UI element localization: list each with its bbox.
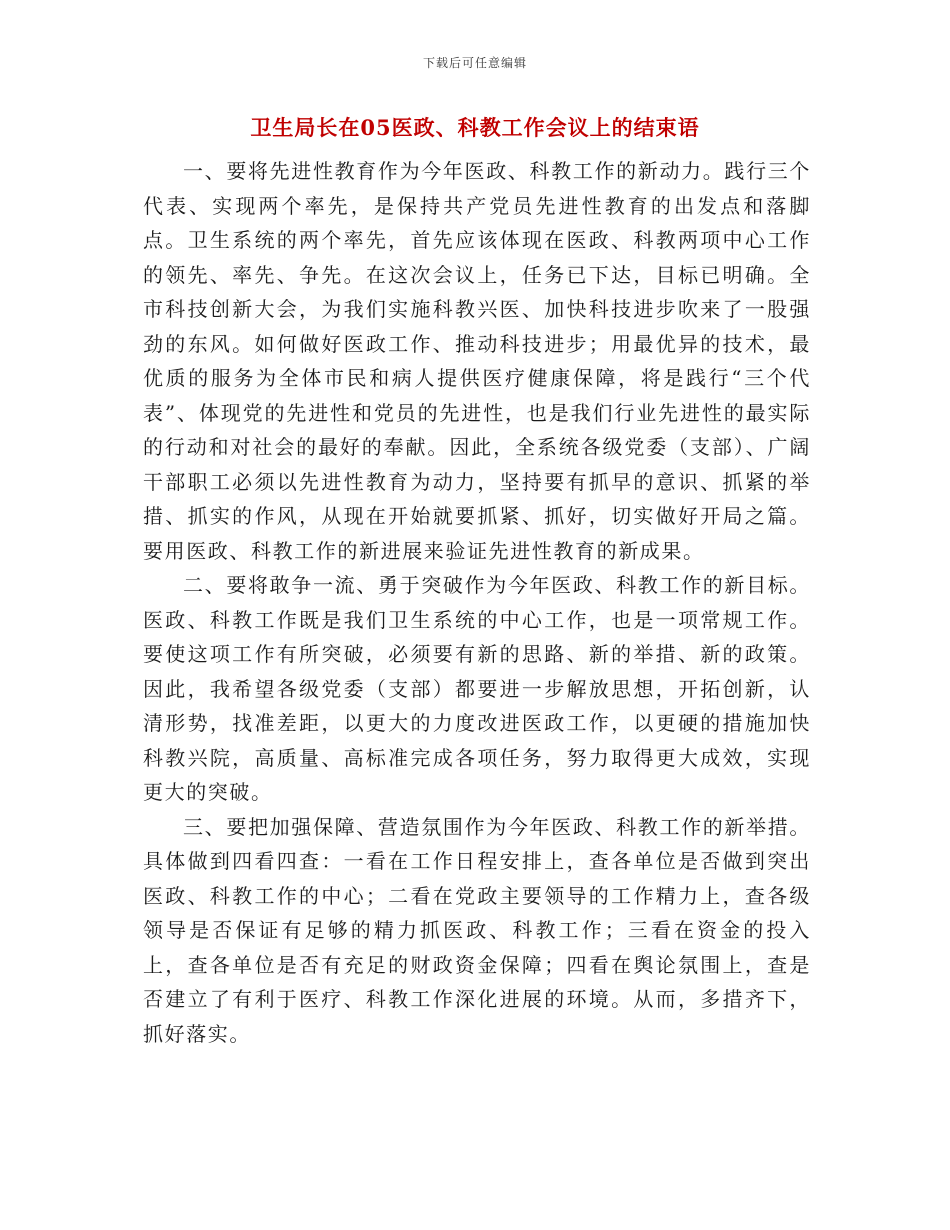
document-title: 卫生局长在05医政、科教工作会议上的结束语: [250, 115, 700, 140]
paragraph-1: 一、要将先进性教育作为今年医政、科教工作的新动力。践行三个代表、实现两个率先，是保持共产党员先进性教育的出发点和落脚点。卫生系统的两个率先，首先应该体现在医政、科教两项中心工作的领先、率先、争先。在这次会议上，任务已下达，目标已明确。全市科技创新大会，为我们实施科教兴医、加快科技进步吹来了一股强劲的东风。如何做好医政工作、推动科技进步；用最优异的技术，最优质的服务为全体市民和病人提供医疗健康保障，将是践行“三个代表”、体现党的先进性和党员的先进性，也是我们行业先进性的最实际的行动和对社会的最好的奉献。因此，全系统各级党委（支部）、广阔干部职工必须以先进性教育为动力，坚持要有抓早的意识、抓紧的举措、抓实的作风，从现在开始就要抓紧、抓好，切实做好开局之篇。要用医政、科教工作的新进展来验证先进性教育的新成果。: [143, 159, 811, 563]
page-header: 下载后可任意编辑: [422, 56, 527, 70]
paragraph-2: 二、要将敢争一流、勇于突破作为今年医政、科教工作的新目标。医政、科教工作既是我们卫生系统的中心工作，也是一项常规工作。要使这项工作有所突破，必须要有新的思路、新的举措、新的政策。因此，我希望各级党委（支部）都要进一步解放思想，开拓创新，认清形势，找准差距，以更大的力度改进医政工作，以更硬的措施加快科教兴院，高质量、高标准完成各项任务，努力取得更大成效，实现更大的突破。: [143, 573, 811, 804]
document-body: [143, 154, 811, 1051]
paragraph-3: 三、要把加强保障、营造氛围作为今年医政、科教工作的新举措。具体做到四看四查：一看在工作日程安排上，查各单位是否做到突出医政、科教工作的中心；二看在党政主要领导的工作精力上，查各级领导是否保证有足够的精力抓医政、科教工作；三看在资金的投入上，查各单位是否有充足的财政资金保障；四看在舆论氛围上，查是否建立了有利于医疗、科教工作深化进展的环境。从而，多措齐下，抓好落实。: [143, 814, 811, 1046]
